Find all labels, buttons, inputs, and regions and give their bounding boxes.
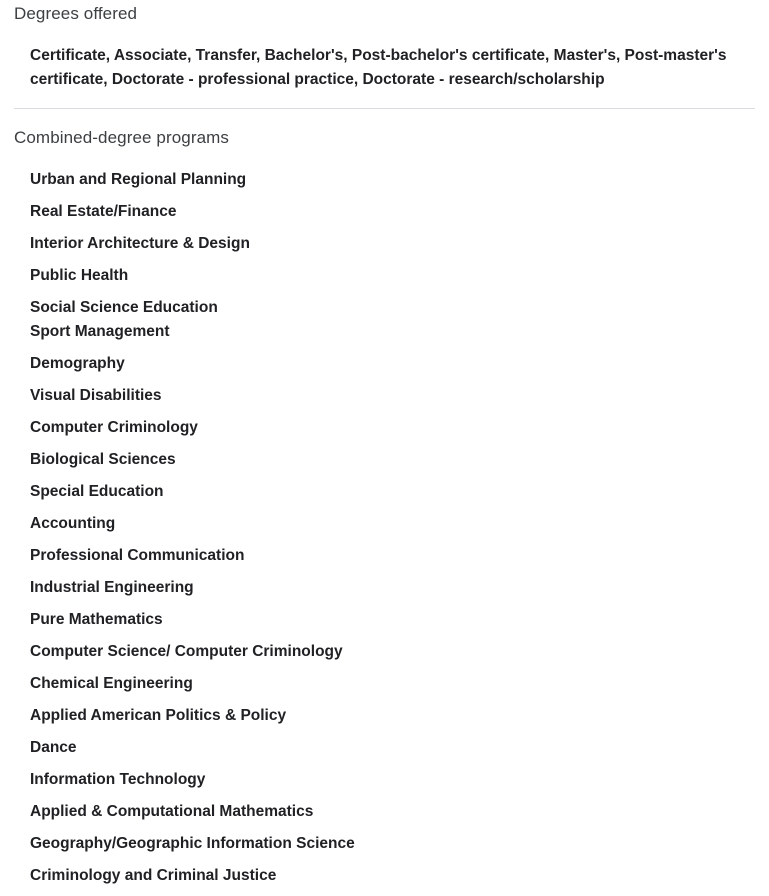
program-item: Sport Management	[30, 323, 170, 340]
section-divider	[14, 108, 755, 109]
program-item: Dance	[30, 739, 77, 756]
program-item: Accounting	[30, 515, 116, 532]
program-item: Criminology and Criminal Justice	[30, 867, 277, 884]
program-item: Computer Criminology	[30, 419, 198, 436]
program-item: Urban and Regional Planning	[30, 171, 247, 188]
program-item: Biological Sciences	[30, 451, 176, 468]
combined-degree-program-list	[30, 168, 355, 896]
program-item: Applied & Computational Mathematics	[30, 803, 314, 820]
program-item: Interior Architecture & Design	[30, 235, 250, 252]
program-item: Pure Mathematics	[30, 611, 163, 628]
program-item: Public Health	[30, 267, 129, 284]
program-item: Geography/Geographic Information Science	[30, 835, 355, 852]
program-item: Chemical Engineering	[30, 675, 193, 692]
program-item: Industrial Engineering	[30, 579, 194, 596]
program-item: Computer Science/ Computer Criminology	[30, 643, 343, 660]
program-item: Demography	[30, 355, 125, 372]
program-item: Professional Communication	[30, 547, 245, 564]
program-item: Applied American Politics & Policy	[30, 707, 287, 724]
program-item: Social Science Education	[30, 299, 218, 316]
program-item: Real Estate/Finance	[30, 203, 177, 220]
degrees-offered-list: Certificate, Associate, Transfer, Bachelor's, Post-bachelor's certificate, Master's, Post-master's certificate, Doctorate - professional practice, Doctorate - research/scholarship	[30, 47, 727, 88]
program-item: Visual Disabilities	[30, 387, 162, 404]
degrees-offered-heading: Degrees offered	[14, 4, 138, 23]
program-item: Special Education	[30, 483, 164, 500]
combined-degree-programs-heading: Combined-degree programs	[14, 128, 230, 147]
program-item: Information Technology	[30, 771, 206, 788]
